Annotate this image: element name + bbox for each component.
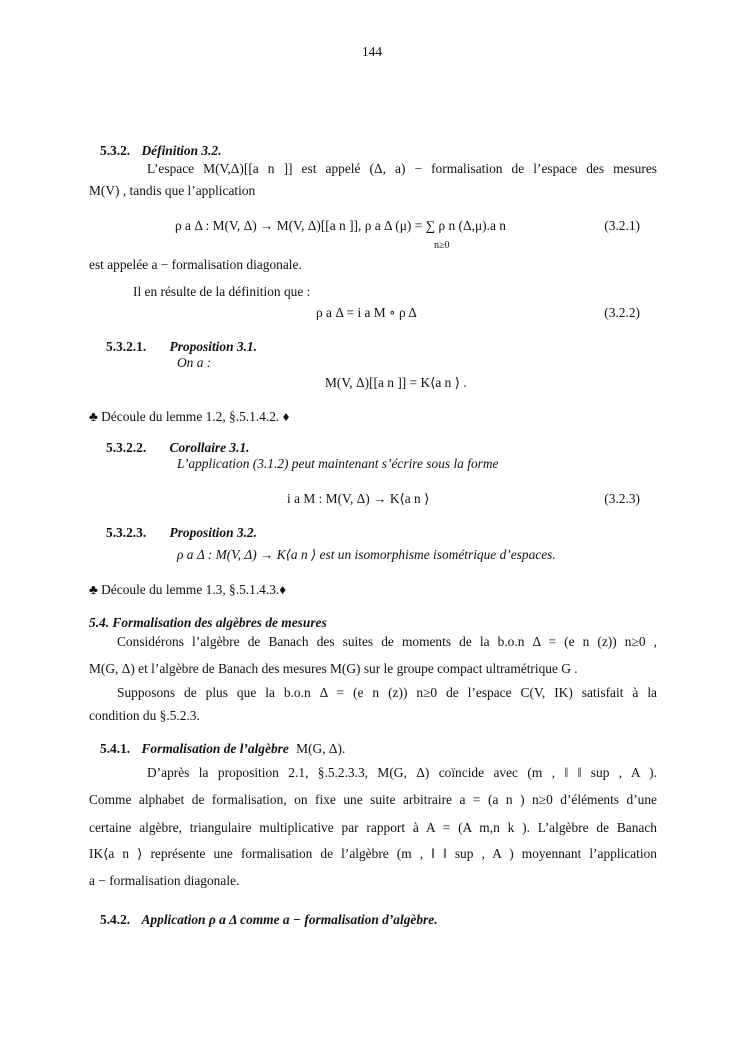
proposition-3-2-proof: ♣ Découle du lemme 1.3, §.5.1.4.3.♦	[89, 582, 287, 597]
section-5-4-line-2: M(G, Δ) et l’algèbre de Banach des mesures M(G) sur le groupe compact ultramétrique G .	[89, 661, 578, 676]
proposition-3-2-text: ρ a Δ : M(V, Δ) → K⟨a n ⟩ est un isomorphisme isométrique d’espaces.	[177, 547, 556, 562]
proposition-3-1-ona: On a :	[177, 355, 212, 370]
equation-3-2-1: ρ a Δ : M(V, Δ) → M(V, Δ)[[a n ]], ρ a Δ (μ) = ∑ ρ n (Δ,μ).a n	[175, 218, 506, 233]
section-5-4-line-1: Considérons l’algèbre de Banach des suites de moments de la b.o.n Δ = (e n (z)) n≥0 ,	[117, 634, 657, 649]
proposition-3-1-proof: ♣ Découle du lemme 1.2, §.5.1.4.2. ♦	[89, 409, 290, 424]
section-5-4-1-line-1: D’après la proposition 2.1, §.5.2.3.3, M(G, Δ) coïncide avec (m , ‖ ‖ sup , A ).	[147, 765, 657, 780]
definition-number: 5.3.2.	[100, 143, 131, 158]
equation-3-2-1-sum-index: n≥0	[434, 240, 450, 251]
section-5-4-line-4: condition du §.5.2.3.	[89, 708, 200, 723]
section-5-4-1-line-3: certaine algèbre, triangulaire multiplicative par rapport à A = (A m,n k ). L’algèbre de Banach	[89, 820, 657, 835]
proposition-3-2-heading	[106, 525, 257, 541]
page-number: 144	[361, 44, 383, 59]
section-5-4-1-title: Formalisation de l’algèbre	[141, 741, 289, 756]
corollary-3-1-text: L’application (3.1.2) peut maintenant s’écrire sous la forme	[177, 456, 499, 471]
section-5-4-2-title: Application ρ a Δ comme a − formalisation d’algèbre.	[141, 912, 438, 927]
section-5-4-line-3: Supposons de plus que la b.o.n Δ = (e n (z)) n≥0 de l’espace C(V, IK) satisfait à la	[117, 685, 657, 700]
definition-heading	[100, 143, 221, 159]
section-5-4-1-heading	[100, 741, 345, 757]
proposition-3-1-heading	[106, 339, 257, 355]
proposition-3-1-title: Proposition 3.1.	[169, 339, 257, 354]
proposition-3-2-number: 5.3.2.3.	[106, 525, 147, 540]
definition-line-1: L’espace M(V,Δ)[[a n ]] est appelé (Δ, a) − formalisation de l’espace des mesures	[147, 161, 657, 176]
corollary-3-1-title: Corollaire 3.1.	[169, 440, 250, 455]
section-5-4-title: 5.4. Formalisation des algèbres de mesures	[89, 615, 327, 630]
result-line: Il en résulte de la définition que :	[133, 284, 311, 299]
section-5-4-1-line-4: IK⟨a n ⟩ représente une formalisation de l’algèbre (m , ‖ ‖ sup , A ) moyennant l’application	[89, 846, 657, 861]
section-5-4-2-heading	[100, 912, 438, 928]
section-5-4-2-number: 5.4.2.	[100, 912, 131, 927]
corollary-3-1-heading	[106, 440, 250, 456]
section-5-4-1-title-math: M(G, Δ).	[296, 741, 346, 756]
equation-3-2-2: ρ a Δ = i a M ∘ ρ Δ	[316, 305, 417, 320]
section-5-4-1-line-5: a − formalisation diagonale.	[89, 873, 240, 888]
section-5-4-1-number: 5.4.1.	[100, 741, 131, 756]
definition-title: Définition 3.2.	[141, 143, 222, 158]
proposition-3-1-equation: M(V, Δ)[[a n ]] = K⟨a n ⟩ .	[325, 375, 467, 390]
equation-number-3-2-2: (3.2.2)	[604, 305, 640, 320]
section-5-4-1-line-2: Comme alphabet de formalisation, on fixe une suite arbitraire a = (a n ) n≥0 d’éléments d’une	[89, 792, 657, 807]
proposition-3-2-title: Proposition 3.2.	[169, 525, 257, 540]
equation-number-3-2-3: (3.2.3)	[604, 491, 640, 506]
diagonal-formalisation-line: est appelée a − formalisation diagonale.	[89, 257, 302, 272]
equation-number-3-2-1: (3.2.1)	[604, 218, 640, 233]
corollary-3-1-number: 5.3.2.2.	[106, 440, 147, 455]
definition-line-2: M(V) , tandis que l’application	[89, 183, 256, 198]
equation-3-2-3: i a M : M(V, Δ) → K⟨a n ⟩	[287, 491, 430, 506]
proposition-3-1-number: 5.3.2.1.	[106, 339, 147, 354]
